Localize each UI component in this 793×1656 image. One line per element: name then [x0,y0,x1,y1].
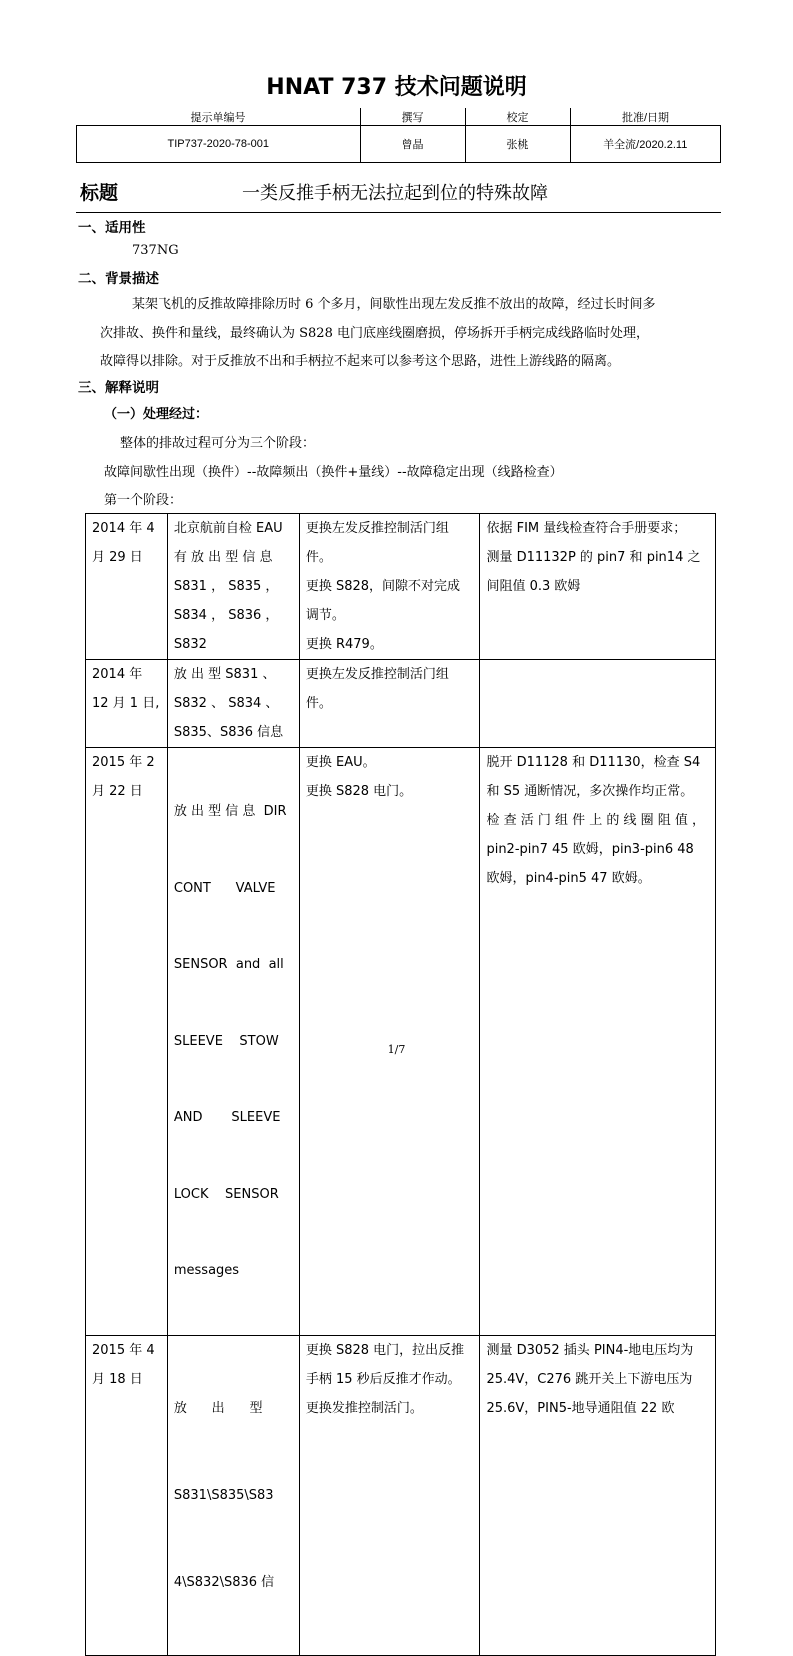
symptom-cell: 放 出 型 信 息 DIR CONT VALVE SENSOR and all SLEEVE STOW AND SLEEVE LOCK SENSOR messages [167,748,299,1336]
background-line: 某架飞机的反推故障排除历时 6 个多月，间歇性出现左发反推不放出的故障，经过长时间多 [132,297,656,312]
header-value-tip-number: TIP737-2020-78-001 [77,126,361,163]
action-cell: 更换左发反推控制活门组 件。 更换 S828，间隙不对完成 调节。 更换 R479。 [299,514,480,660]
date-cell: 2015 年 2 月 22 日 [86,748,168,1336]
symptom-cell: 北京航前自检 EAU 有 放 出 型 信 息 S831 ， S835 ， S834 ， S836 ， S832 [167,514,299,660]
section-heading-applicability: 一、适用性 [78,220,146,236]
date-cell: 2014 年 12 月 1 日, [86,660,168,748]
section-heading-background: 二、背景描述 [78,271,159,287]
note-cell: 依据 FIM 量线检查符合手册要求； 测量 D11132P 的 pin7 和 pin14 之 间阻值 0.3 欧姆 [480,514,716,660]
header-label-reviewer: 校定 [465,108,570,126]
date-cell: 2015 年 4 月 18 日 [86,1335,168,1655]
action-cell: 更换 EAU。 更换 S828 电门。 [299,748,480,1336]
applicability-text: 737NG [132,243,179,258]
header-value-approval: 羊全流/2020.2.11 [570,126,721,163]
phase-one-label: 第一个阶段： [104,493,183,508]
symptom-cell: 放 出 型 S831\S835\S83 4\S832\S836 信 [167,1335,299,1655]
background-line: 次排故、换件和量线，最终确认为 S828 电门底座线圈磨损，停场拆开手柄完成线路临时处理， [100,326,649,341]
note-cell: 测量 D3052 插头 PIN4-地电压均为 25.4V，C276 跳开关上下游电压为 25.6V，PIN5-地导通阻值 22 欧 [480,1335,716,1655]
note-cell [480,660,716,748]
process-intro: 整体的排故过程可分为三个阶段： [120,436,316,451]
troubleshooting-table [85,513,716,1656]
table-row [86,748,716,1336]
table-row [86,660,716,748]
subject-text: 一类反推手柄无法拉起到位的特殊故障 [242,183,548,204]
symptom-cell: 放 出 型 S831 、 S832 、 S834 、 S835、S836 信息 [167,660,299,748]
page-number: 1/7 [387,1043,406,1056]
process-phases: 故障间歇性出现（换件）--故障频出（换件+量线）--故障稳定出现（线路检查） [104,465,563,480]
document-title: HNAT 737 技术问题说明 [266,75,527,100]
header-value-reviewer: 张桃 [465,126,570,163]
subject-divider [76,212,721,213]
section-heading-explanation: 三、解释说明 [78,380,159,396]
header-label-tip-number: 提示单编号 [77,108,361,126]
note-cell: 脱开 D11128 和 D11130，检查 S4 和 S5 通断情况，多次操作均正常。 检 查 活 门 组 件 上 的 线 圈 阻 值 ， pin2-pin7 45 欧姆，pin3-pin6 48 欧姆，pin4-pin5 47 欧姆。 [480,748,716,1336]
table-row [86,514,716,660]
subsection-heading-process: （一）处理经过： [104,407,209,422]
action-cell: 更换左发反推控制活门组 件。 [299,660,480,748]
header-table [76,108,721,163]
date-cell: 2014 年 4 月 29 日 [86,514,168,660]
subject-label: 标题 [80,182,119,204]
background-line: 故障得以排除。对于反推放不出和手柄拉不起来可以参考这个思路，进性上游线路的隔离。 [100,354,621,369]
table-row [86,1335,716,1655]
header-label-author: 撰写 [360,108,465,126]
header-label-approval: 批准/日期 [570,108,721,126]
header-value-author: 曾晶 [360,126,465,163]
action-cell: 更换 S828 电门，拉出反推 手柄 15 秒后反推才作动。 更换发推控制活门。 [299,1335,480,1655]
